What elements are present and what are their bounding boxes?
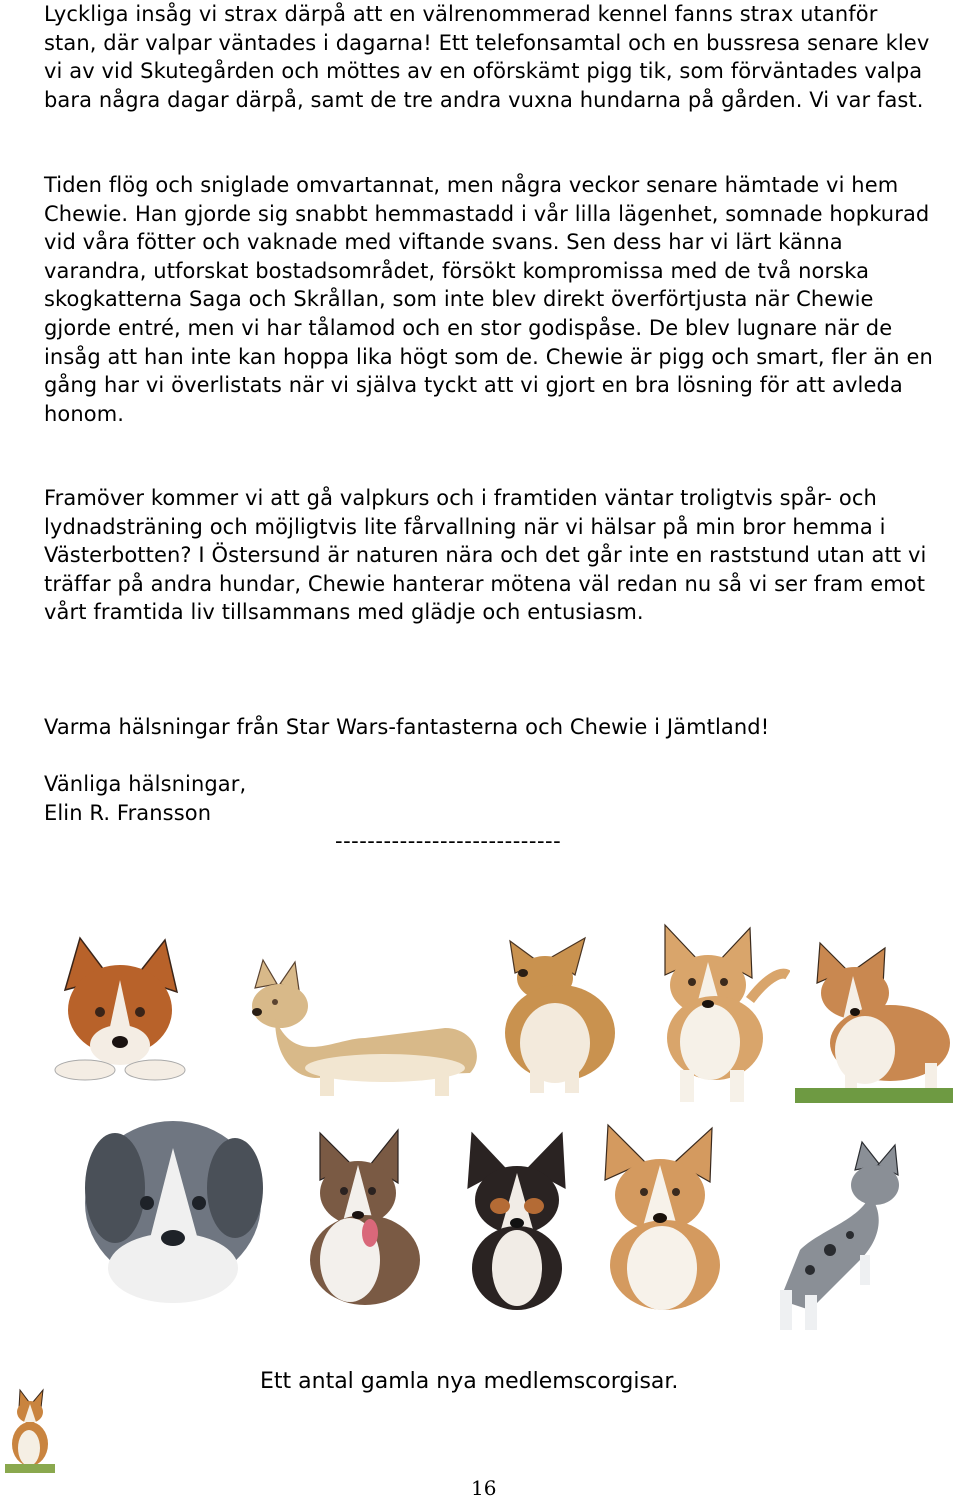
page-number: 16 [471,1476,497,1500]
corgi-puppy-lying-image [45,930,195,1090]
red-puppy-front-image [590,1120,740,1315]
section-separator: ---------------------------- [335,829,562,853]
paragraph-2: Tiden flög och sniglade omvartannat, men några veckor senare hämtade vi hem Chewie. Han gjorde sig snabbt hemmastadd i vår lilla lägenhet, somnade hopkurad vid våra fötter och vaknade med viftande svans. Sen dess har vi lärt känna varandra, utforskat bostadsområdet, försökt kompromissa med de två norska skogkatterna Saga och Skrållan, som inte blev direkt överförtjusta när Chewie gjorde entré, men vi har tålamod och en stor godispåse. De blev lugnare när de insåg att han inte kan hoppa lika högt som de. Chewie är pigg och smart, fler än en gång har vi överlistats när vi själva tyckt att vi gjort en bra lösning för att avleda honom. [44,173,933,426]
signature-name: Elin R. Fransson [44,801,212,825]
paragraph-3: Framöver kommer vi att gå valpkurs och i framtiden väntar troligtvis spår- och lydnadsträning och möjligtvis lite fårvallning när vi hälsar på min bror hemma i Västerbotten? I Östersund är naturen nära och det går inte en raststund utan att vi träffar på andra hundar, Chewie hanterar mötena väl redan nu så vi ser fram emot vårt framtida liv tillsammans med glädje och entusiasm. [44,486,927,625]
corgi-standing-front-image [640,920,790,1105]
small-corgi-sitting-image [5,1388,55,1473]
merle-puppy-head-image [75,1108,270,1308]
tricolor-puppy-image [450,1128,585,1313]
corgi-sitting-looking-up-image [485,933,635,1098]
merle-corgi-standing-image [760,1140,910,1335]
paragraph-1: Lyckliga insåg vi strax därpå att en välrenommerad kennel fanns strax utanför stan, där valpar väntades i dagarna! Ett telefonsamtal och en bussresa senare klev vi av vid Skutegården och möttes av en oförskämt pigg tik, som förväntades valpa bara några dagar därpå, samt de tre andra vuxna hundarna på gården. Vi var fast. [44,2,930,112]
greeting-line: Varma hälsningar från Star Wars-fantasterna och Chewie i Jämtland! [44,715,770,739]
gallery-caption: Ett antal gamla nya medlemscorgisar. [260,1369,679,1394]
corgi-standing-grass-image [795,938,953,1103]
signoff-line: Vänliga hälsningar, [44,772,247,796]
corgi-standing-side-image [235,958,490,1108]
corgi-panting-image [290,1125,440,1315]
